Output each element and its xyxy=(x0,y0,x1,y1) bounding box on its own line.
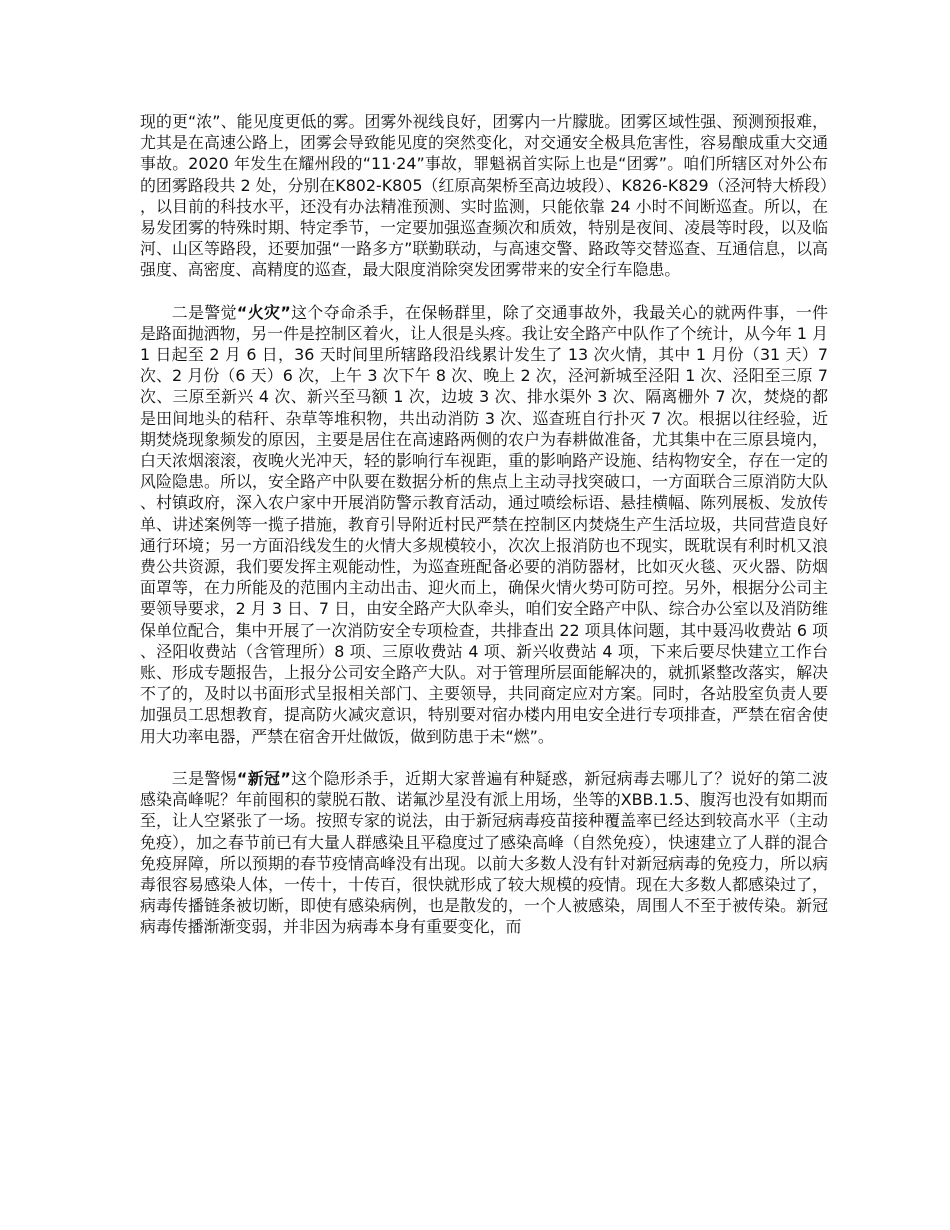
paragraph-lead: 三是警惕 xyxy=(171,768,237,788)
paragraph-lead: 二是警觉 xyxy=(171,302,237,322)
paragraph-keyword: “火灾” xyxy=(236,302,291,322)
paragraph-text: 这个隐形杀手，近期大家普遍有种疑惑，新冠病毒去哪儿了？说好的第二波感染高峰呢？年前囤积的蒙脱石散、诺氟沙星没有派上用场，坐等的XBB.1.5、腹泻也没有如期而至，让人空紧张了一场。按照专家的说法，由于新冠病毒疫苗接种覆盖率已经达到较高水平（主动免疫），加之春节前已有大量人群感染且平稳度过了感染高峰（自然免疫），快速建立了人群的混合免疫屏障，所以预期的春节疫情高峰没有出现。以前大多数人没有针对新冠病毒的免疫力，所以病毒很容易感染人体，一传十，十传百，很快就形成了较大规模的疫情。现在大多数人都感染过了，病毒传播链条被切断，即使有感染病例，也是散发的，一个人被感染，周围人不至于被传染。新冠病毒传播渐渐变弱，并非因为病毒本身有重要变化，而 xyxy=(140,768,829,937)
paragraph-text: 这个夺命杀手，在保畅群里，除了交通事故外，我最关心的就两件事，一件是路面抛洒物，另一件是控制区着火，让人很是头疼。我让安全路产中队作了个统计，从今年 1 月 1 日起至 2 月 6 日，36 天时间里所辖路段沿线累计发生了 13 次火情，其中 1 月份（31 天）7 次、2 月份（6 天）6 次，上午 3 次下午 8 次、晚上 2 次，泾河新城至泾阳 1 次、泾阳至三原 7 次、三原至新兴 4 次、新兴至马额 1 次，边坡 3 次、排水渠外 3 次、隔离栅外 7 次，焚烧的都是田间地头的秸秆、杂草等堆积物，共出动消防 3 次、巡查班自行扑灭 7 次。根据以往经验，近期焚烧现象频发的原因，主要是居住在高速路两侧的农户为春耕做准备，尤其集中在三原县境内，白天浓烟滚滚，夜晚火光冲天，轻的影响行车视距，重的影响路产设施、结构物安全，存在一定的风险隐患。所以，安全路产中队要在数据分析的焦点上主动寻找突破口，一方面联合三原消防大队、村镇政府，深入农户家中开展消防警示教育活动，通过喷绘标语、悬挂横幅、陈列展板、发放传单、讲述案例等一揽子措施，教育引导附近村民严禁在控制区内焚烧生产生活垃圾，共同营造良好通行环境；另一方面沿线发生的火情大多规模较小，次次上报消防也不现实，既耽误有利时机又浪费公共资源，我们要发挥主观能动性，为巡查班配备必要的消防器材，比如灭火毯、灭火器、防烟面罩等，在力所能及的范围内主动出击、迎火而上，确保火情火势可防可控。另外，根据分公司主要领导要求，2 月 3 日、7 日，由安全路产大队牵头，咱们安全路产中队、综合办公室以及消防维保单位配合，集中开展了一次消防安全专项检查，共排查出 22 项具体问题，其中聂冯收费站 6 项、泾阳收费站（含管理所）8 项、三原收费站 4 项、新兴收费站 4 项，下来后要尽快建立工作台账、形成专题报告，上报分公司安全路产大队。对于管理所层面能解决的，就抓紧整改落实，解决不了的，及时以书面形式呈报相关部门、主要领导，共同商定应对方案。同时，各站股室负责人要加强员工思想教育，提高防火减灾意识，特别要对宿办楼内用电安全进行专项排查，严禁在宿舍使用大功率电器，严禁在宿舍开灶做饭，做到防患于未“燃”。 xyxy=(140,302,829,746)
paragraph-fog-continued xyxy=(140,111,828,281)
paragraph-fire-warning xyxy=(140,302,828,747)
body-text xyxy=(140,111,828,938)
paragraph-keyword: “新冠” xyxy=(236,768,291,788)
paragraph-covid-warning xyxy=(140,768,828,938)
paragraph-text: 现的更“浓”、能见度更低的雾。团雾外视线良好，团雾内一片朦胧。团雾区域性强、预测预报难，尤其是在高速公路上，团雾会导致能见度的突然变化，对交通安全极具危害性，容易酿成重大交通事故。2020 年发生在耀州段的“11·24”事故，罪魁祸首实际上也是“团雾”。咱们所辖区对外公布的团雾路段共 2 处，分别在K802-K805（红原高架桥至高边坡段）、K826-K829（泾河特大桥段），以目前的科技水平，还没有办法精准预测、实时监测，只能依靠 24 小时不间断巡查。所以，在易发团雾的特殊时期、特定季节，一定要加强巡查频次和质效，特别是夜间、凌晨等时段，以及临河、山区等路段，还要加强“一路多方”联勤联动，与高速交警、路政等交替巡查、互通信息，以高强度、高密度、高精度的巡查，最大限度消除突发团雾带来的安全行车隐患。 xyxy=(140,112,828,280)
